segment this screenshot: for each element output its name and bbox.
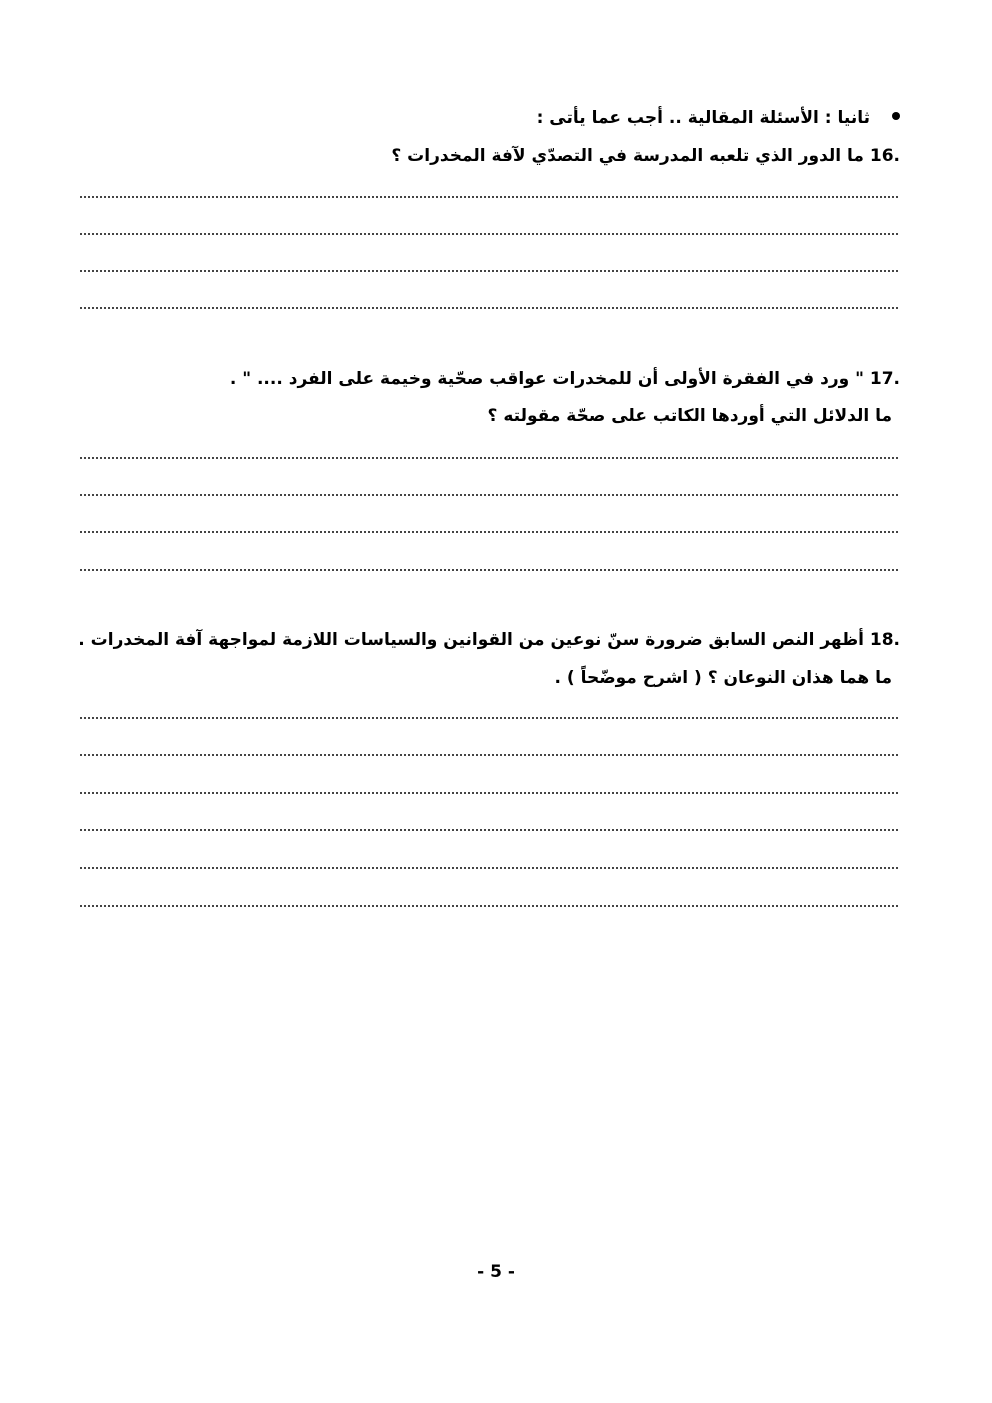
question-text: أظهر النص السابق ضرورة سنّ نوعين من القوانين والسياسات اللازمة لمواجهة آفة المخدرات .: [78, 630, 864, 650]
page-number: - 5 -: [477, 1262, 515, 1282]
bullet-icon: [892, 112, 900, 120]
question-17: [230, 367, 900, 391]
answer-line: [80, 905, 898, 907]
question-text: ما الدلائل التي أوردها الكاتب على صحّة مقولته ؟: [487, 406, 892, 426]
question-18: [78, 628, 900, 652]
answer-line: [80, 569, 898, 571]
answer-line: [80, 531, 898, 533]
answer-line: [80, 867, 898, 869]
answer-line: [80, 196, 898, 198]
question-16: [391, 144, 900, 168]
question-18-subquestion: [555, 666, 892, 690]
answer-line: [80, 307, 898, 309]
question-number: 17.: [869, 369, 900, 389]
question-number: 18.: [869, 630, 900, 650]
question-text: " ورد في الفقرة الأولى أن للمخدرات عواقب صحّية وخيمة على الفرد .... " .: [229, 369, 864, 389]
answer-line: [80, 457, 898, 459]
answer-line: [80, 494, 898, 496]
answer-line: [80, 754, 898, 756]
question-17-subquestion: [488, 404, 892, 428]
question-number: 16.: [869, 146, 900, 166]
answer-line: [80, 792, 898, 794]
answer-line: [80, 270, 898, 272]
section-heading: [537, 106, 900, 130]
question-text: ما الدور الذي تلعبه المدرسة في التصدّي لآفة المخدرات ؟: [391, 146, 864, 166]
answer-line: [80, 829, 898, 831]
section-heading-text: ثانيا : الأسئلة المقالية .. أجب عما يأتى :: [536, 108, 870, 128]
answer-line: [80, 717, 898, 719]
answer-line: [80, 233, 898, 235]
question-text: ما هما هذان النوعان ؟ ( اشرح موضّحاً ) .: [554, 668, 892, 688]
